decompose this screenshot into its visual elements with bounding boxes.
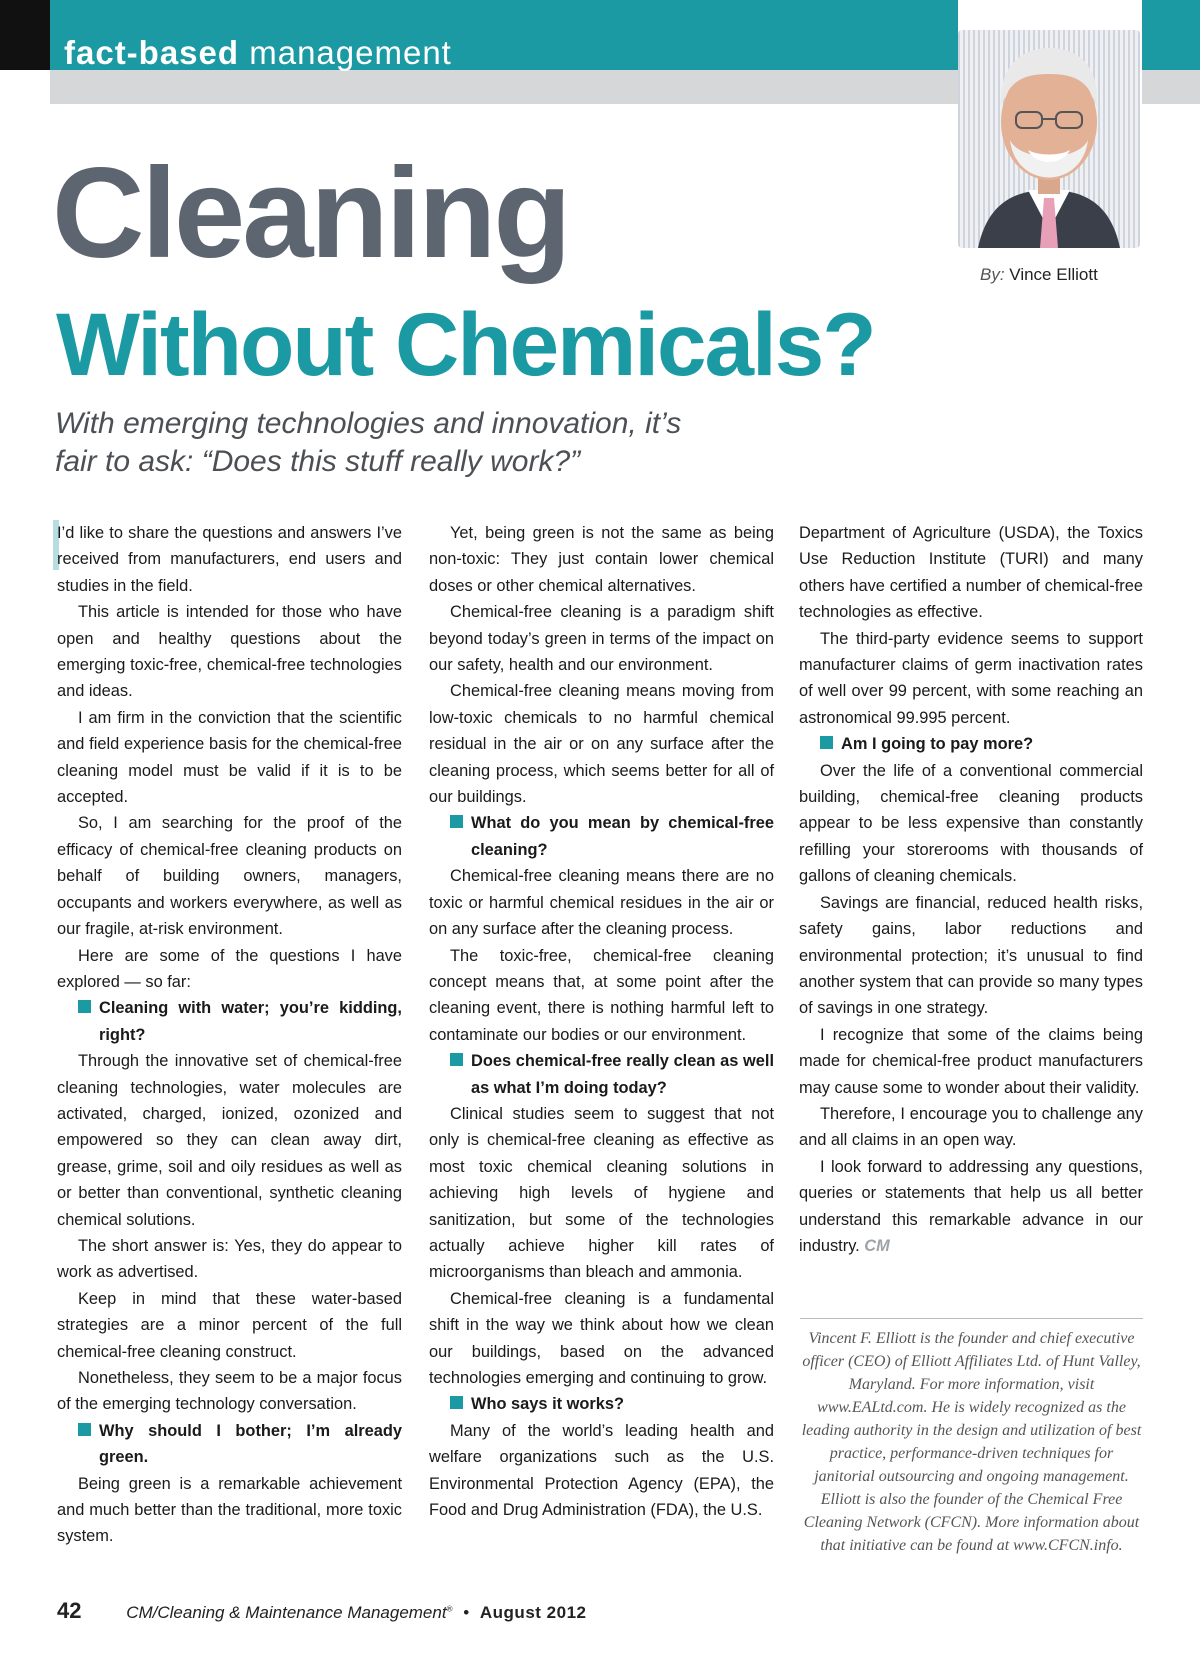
paragraph: The third-party evidence seems to support manufacturer claims of germ inactivation rates of well over 99 percent, with some reaching an astronomical 99.995 percent.: [799, 629, 1143, 727]
question-text: Cleaning with water; you’re kidding, right?: [99, 999, 402, 1044]
deck: [55, 405, 775, 481]
question-text: Who says it works?: [471, 1395, 625, 1414]
section-label-bold: fact-based: [64, 34, 240, 71]
headline-line2: Without Chemicals?: [56, 294, 875, 394]
paragraph: The short answer is: Yes, they do appear to work as advertised.: [57, 1236, 402, 1282]
byline-author: Vince Elliott: [1009, 265, 1098, 284]
header-gray-bar: [50, 70, 960, 104]
paragraph: I’d like to share the questions and answers I’ve received from manufacturers, end users and studies in the field.: [57, 524, 402, 595]
header-gray-bar-right: [1142, 70, 1200, 104]
paragraph: Savings are financial, reduced health risks, safety gains, labor reductions and environmental protection; it’s unusual to find another system that can provide so many types of savings in one strategy.: [799, 893, 1143, 1018]
question-heading: [57, 1418, 402, 1471]
paragraph: Therefore, I encourage you to challenge any and all claims in an open way.: [799, 1104, 1143, 1150]
header-black-tab: [0, 0, 50, 70]
paragraph: Here are some of the questions I have explored — so far:: [57, 946, 402, 991]
paragraph: Nonetheless, they seem to be a major focus of the emerging technology conversation.: [57, 1369, 402, 1414]
paragraph: Clinical studies seem to suggest that not only is chemical-free cleaning as effective as most toxic chemical cleaning solutions in achieving high levels of hygiene and sanitization, but some of the technologies actually achieve higher kill rates of microorganisms than bleach and ammonia.: [429, 1104, 774, 1282]
end-mark: CM: [864, 1236, 890, 1255]
page-number: 42: [57, 1598, 82, 1623]
author-bio: Vincent F. Elliott is the founder and chief executive officer (CEO) of Elliott Affiliates Ltd. of Hunt Valley, Maryland. For more information, visit www.EALtd.com. He is widely recognized as the leading authority in the design and utilization of best practice, performance-driven techniques for janitorial outsourcing and ongoing management. Elliott is also the founder of the Chemical Free Cleaning Network (CFCN). More information about that initiative can be found at www.CFCN.info.: [801, 1330, 1142, 1554]
article-column-1: [57, 520, 402, 1550]
question-heading: [429, 1048, 774, 1101]
teal-square-bullet-icon: [78, 1423, 91, 1436]
question-heading: [57, 995, 402, 1048]
question-text: What do you mean by chemical-free cleaning?: [471, 814, 774, 859]
paragraph: Chemical-free cleaning is a fundamental shift in the way we think about how we clean our buildings, based on the advanced technologies emerging and continuing to grow.: [429, 1289, 774, 1387]
question-text: Does chemical-free really clean as well as what I’m doing today?: [471, 1052, 774, 1097]
author-portrait-icon: [958, 30, 1140, 248]
teal-square-bullet-icon: [450, 1053, 463, 1066]
paragraph: Yet, being green is not the same as being non-toxic: They just contain lower chemical doses or other chemical alternatives.: [429, 524, 774, 595]
footer-separator: •: [463, 1603, 470, 1622]
paragraph: Many of the world’s leading health and welfare organizations such as the U.S. Environmental Protection Agency (EPA), the Food and Drug Administration (FDA), the U.S.: [429, 1421, 774, 1520]
paragraph: So, I am searching for the proof of the efficacy of chemical-free cleaning products on behalf of building owners, managers, occupants and workers everywhere, as well as our fragile, at-risk environment.: [57, 814, 402, 939]
paragraph: Being green is a remarkable achievement and much better than the traditional, more toxic system.: [57, 1474, 402, 1546]
section-label: [64, 34, 452, 72]
deck-line1: With emerging technologies and innovation, it’s: [55, 407, 682, 440]
article-column-2: [429, 520, 774, 1523]
paragraph: Chemical-free cleaning means moving from low-toxic chemicals to no harmful chemical residual in the air or on any surface after the cleaning process, which seems better for all of our buildings.: [429, 682, 774, 807]
section-label-rest: management: [249, 34, 452, 71]
paragraph: Over the life of a conventional commercial building, chemical-free cleaning products appear to be less expensive than constantly refilling your storerooms with thousands of gallons of cleaning chemicals.: [799, 761, 1143, 886]
page-footer: [57, 1598, 586, 1624]
author-photo: [958, 30, 1140, 248]
article-column-3: [799, 520, 1143, 1259]
paragraph: I recognize that some of the claims being made for chemical-free product manufacturers may cause some to wonder about their validity.: [799, 1025, 1143, 1097]
publication-name: CM/Cleaning & Maintenance Management: [126, 1603, 447, 1622]
paragraph: I am firm in the conviction that the scientific and field experience basis for the chemical-free cleaning model must be valid if it is to be accepted.: [57, 708, 402, 807]
question-heading: [799, 731, 1143, 757]
paragraph: Chemical-free cleaning is a paradigm shift beyond today’s green in terms of the impact on our safety, health and our environment.: [429, 603, 774, 675]
teal-square-bullet-icon: [820, 736, 833, 749]
teal-square-bullet-icon: [78, 1000, 91, 1013]
paragraph: The toxic-free, chemical-free cleaning concept means that, at some point after the cleaning event, there is nothing harmful left to contaminate our bodies or our environment.: [429, 946, 774, 1044]
closing-text: I look forward to addressing any questions, queries or statements that help us all better understand this remarkable advance in our industry.: [799, 1157, 1143, 1255]
question-text: Why should I bother; I’m already green.: [99, 1421, 402, 1467]
teal-square-bullet-icon: [450, 1396, 463, 1409]
byline-prefix: By:: [980, 265, 1005, 284]
paragraph: [799, 1154, 1143, 1260]
header-teal-bar-right: [1142, 0, 1200, 70]
question-heading: [429, 1391, 774, 1417]
paragraph: Department of Agriculture (USDA), the Toxics Use Reduction Institute (TURI) and many others have certified a number of chemical-free technologies as effective.: [799, 524, 1143, 622]
issue-date: August 2012: [479, 1603, 587, 1622]
teal-square-bullet-icon: [450, 815, 463, 828]
deck-line2: fair to ask: “Does this stuff really work?”: [55, 445, 581, 478]
paragraph: Chemical-free cleaning means there are no toxic or harmful chemical residues in the air or on any surface after the cleaning process.: [429, 867, 774, 939]
question-text: Am I going to pay more?: [841, 735, 1034, 754]
headline-line1: Cleaning: [52, 142, 569, 285]
paragraph: Through the innovative set of chemical-free cleaning technologies, water molecules are activated, charged, ionized, ozonized and empowered so they can clean away dirt, grease, grime, soil and oily residues as well as or better than conventional, synthetic cleaning chemical solutions.: [57, 1052, 402, 1229]
paragraph: This article is intended for those who have open and healthy questions about the emerging toxic-free, chemical-free technologies and ideas.: [57, 603, 402, 701]
question-heading: [429, 810, 774, 863]
trademark-mark: ®: [446, 1604, 453, 1614]
paragraph: Keep in mind that these water-based strategies are a minor percent of the full chemical-free cleaning construct.: [57, 1289, 402, 1361]
bio-divider: [800, 1318, 1143, 1319]
byline: [980, 265, 1098, 285]
